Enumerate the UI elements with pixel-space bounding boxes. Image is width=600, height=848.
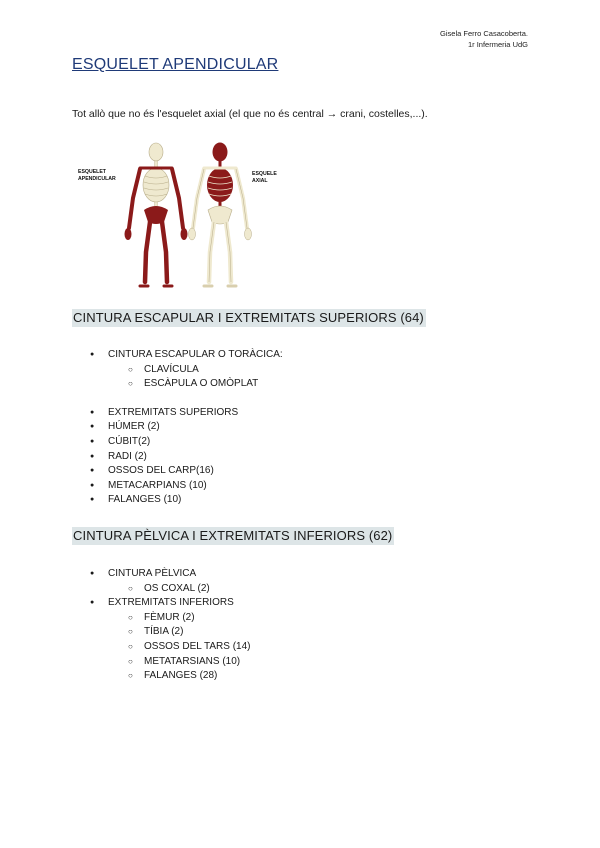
- list-item: ○ CLAVÍCULA: [90, 363, 283, 378]
- section-heading-upper: CINTURA ESCAPULAR I EXTREMITATS SUPERIORS (64): [73, 310, 424, 325]
- page-header: [440, 28, 528, 50]
- section-heading-lower: CINTURA PÈLVICA I EXTREMITATS INFERIORS (62): [73, 528, 393, 543]
- lower-limb-list: [90, 567, 251, 684]
- course-name: 1r Infermeria UdG: [467, 40, 528, 49]
- list-item: ○ ESCÀPULA O OMÒPLAT: [90, 377, 283, 392]
- list-item: ● CINTURA PÈLVICA: [90, 567, 251, 582]
- upper-limb-list: [90, 348, 283, 508]
- list-item: ● RADI (2): [90, 450, 283, 465]
- list-item: ● FALANGES (10): [90, 493, 283, 508]
- list-item: ● EXTREMITATS INFERIORS: [90, 596, 251, 611]
- list-spacer: [90, 392, 283, 406]
- list-item: ○ TÍBIA (2): [90, 625, 251, 640]
- list-item: ● OSSOS DEL CARP(16): [90, 464, 283, 479]
- label-appendicular-2: APENDICULAR: [78, 176, 116, 182]
- list-item: ○ FÈMUR (2): [90, 611, 251, 626]
- list-item: ○ OS COXAL (2): [90, 582, 251, 597]
- page-title: ESQUELET APENDICULAR: [72, 56, 279, 73]
- author-name: Gisela Ferro Casacoberta.: [440, 29, 528, 38]
- list-item: ● METACARPIANS (10): [90, 479, 283, 494]
- list-item: ● CÚBIT(2): [90, 435, 283, 450]
- skeleton-figure: [72, 140, 286, 292]
- list-item: ○ OSSOS DEL TARS (14): [90, 640, 251, 655]
- list-item: ● EXTREMITATS SUPERIORS: [90, 406, 283, 421]
- list-item: ● HÚMER (2): [90, 420, 283, 435]
- list-item: ○ FALANGES (28): [90, 669, 251, 684]
- label-axial-1: ESQUELE: [252, 171, 277, 177]
- intro-text: Tot allò que no és l'esquelet axial (el que no és central → crani, costelles,...).: [72, 108, 428, 120]
- label-appendicular-1: ESQUELET: [78, 169, 106, 175]
- label-axial-2: AXIAL: [252, 178, 268, 184]
- list-item: ● CINTURA ESCAPULAR O TORÀCICA:: [90, 348, 283, 363]
- list-item: ○ METATARSIANS (10): [90, 655, 251, 670]
